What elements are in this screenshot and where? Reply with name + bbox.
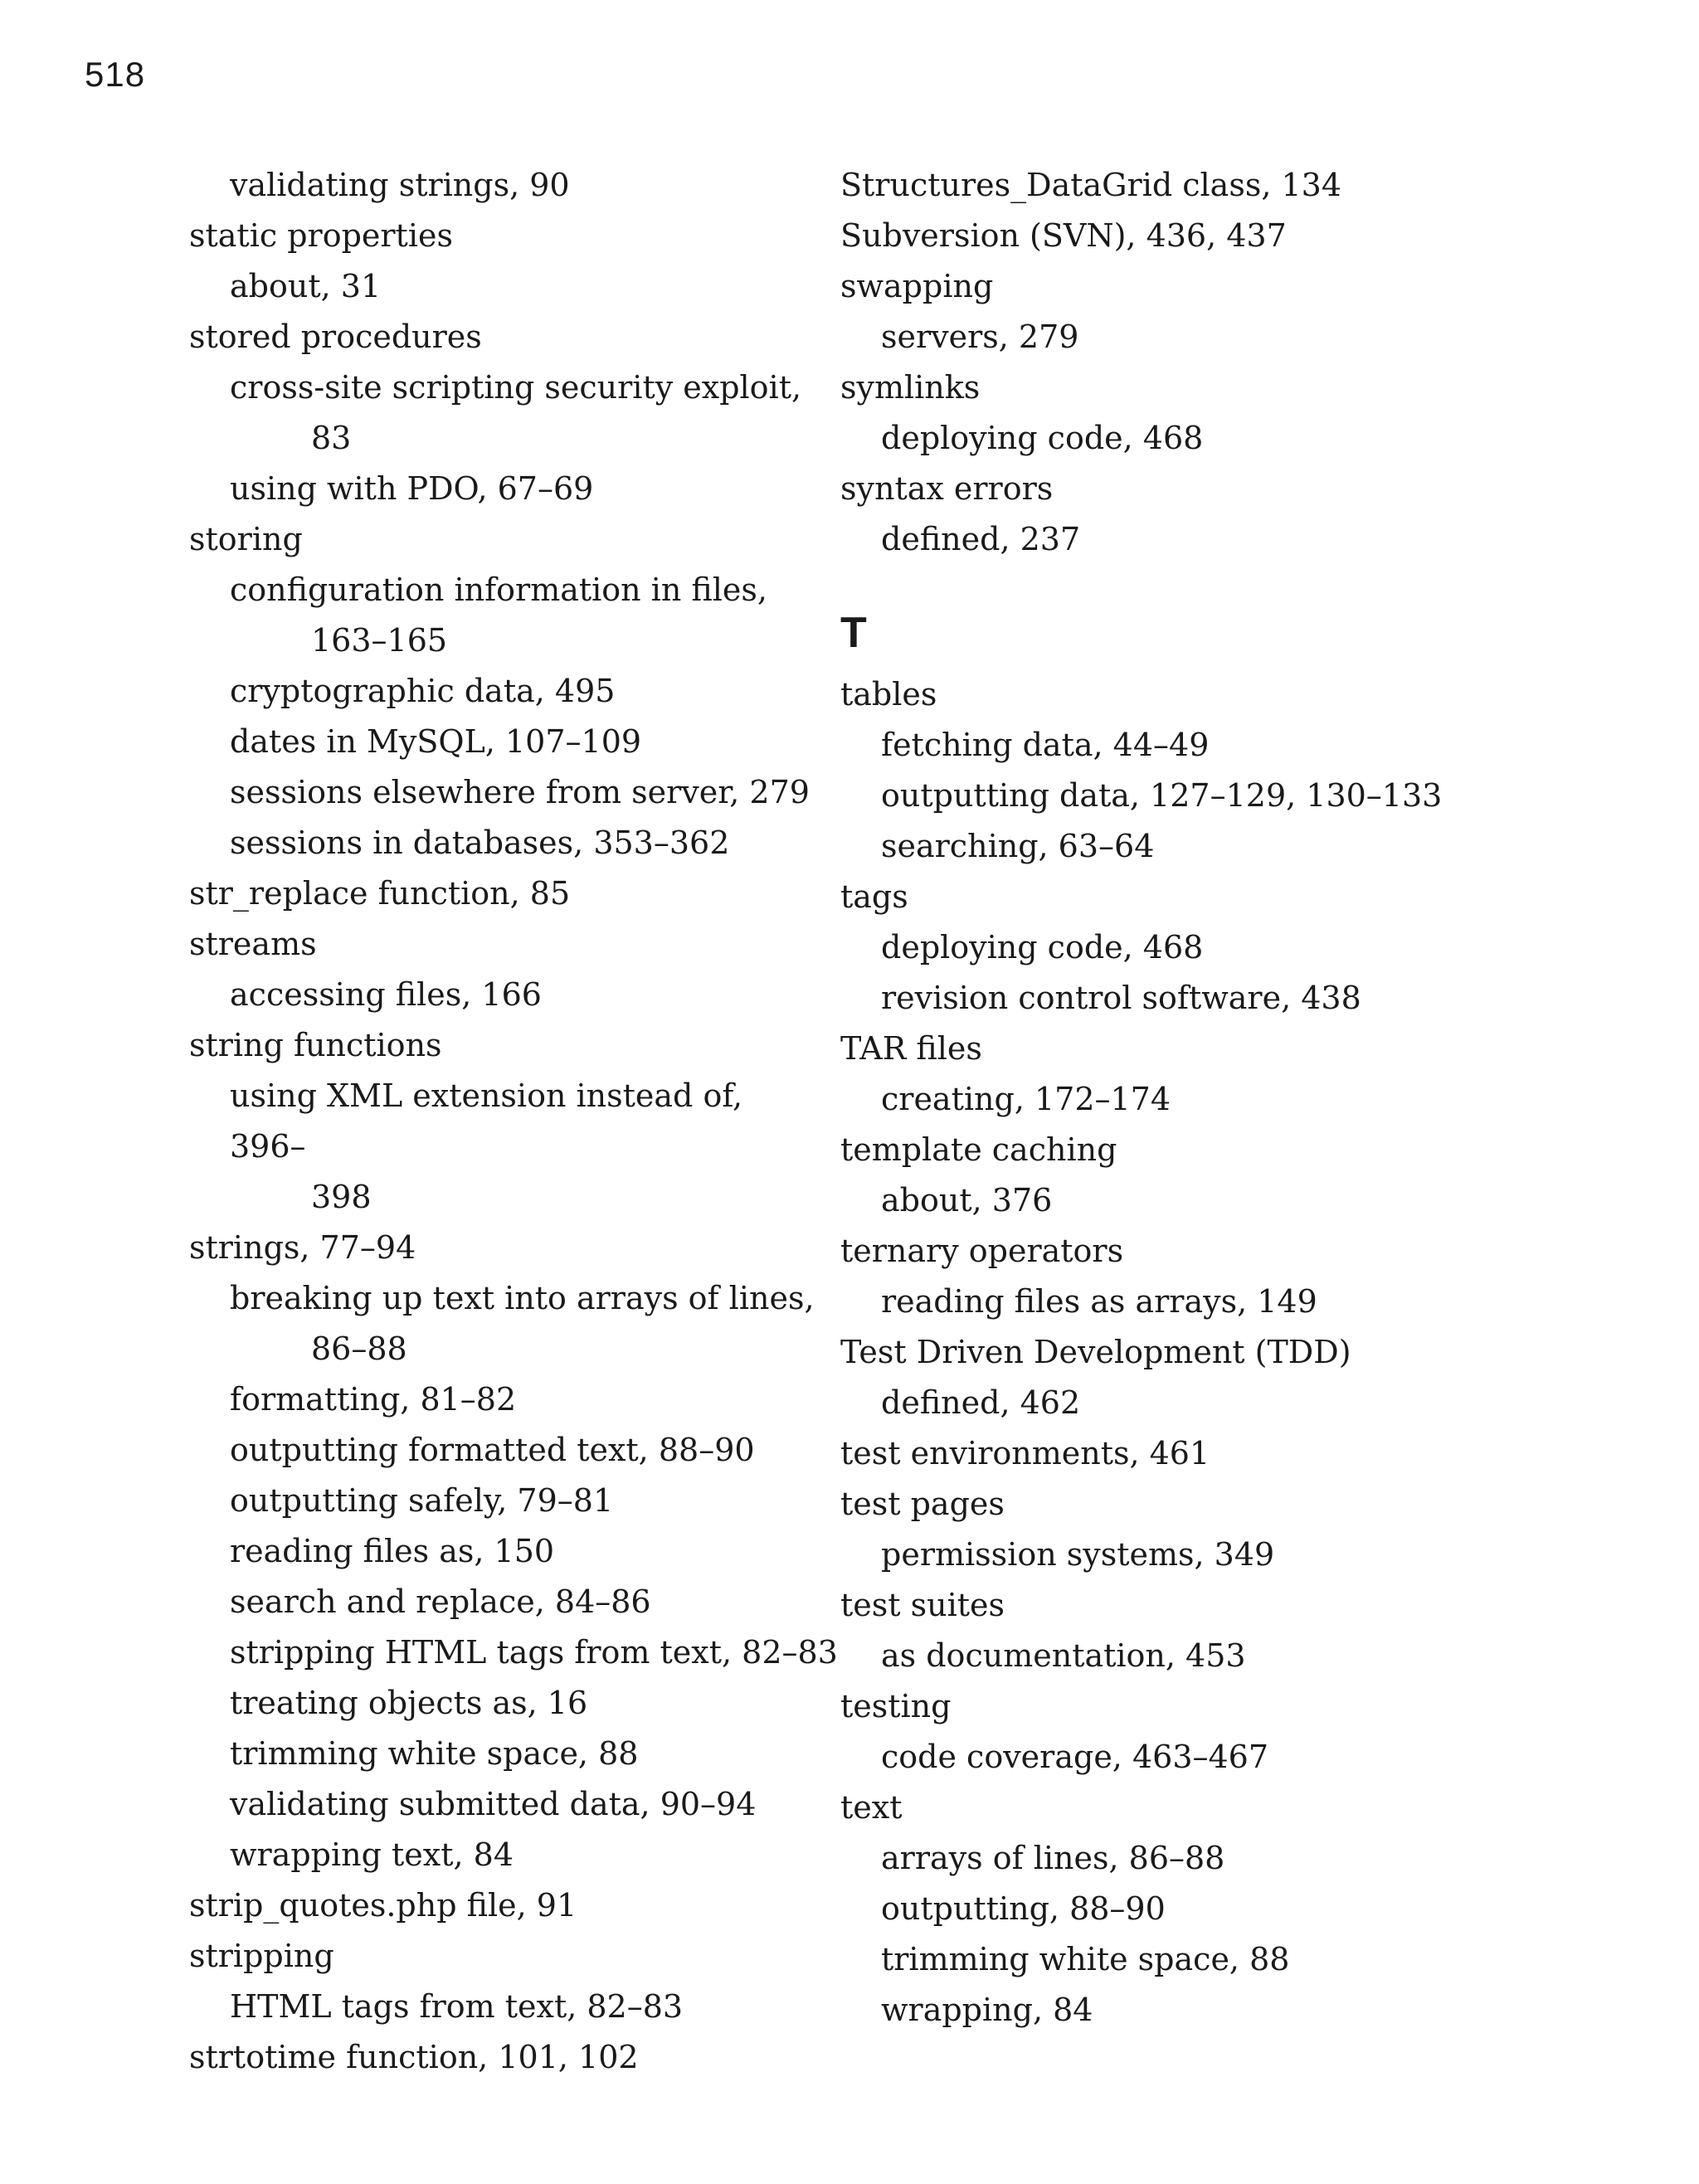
index-subentry bbox=[189, 1374, 820, 1425]
index-subentry bbox=[840, 720, 1504, 771]
index-entry-text: static properties bbox=[189, 217, 453, 254]
index-entry-text: testing bbox=[840, 1688, 952, 1724]
index-entry-text: template caching bbox=[840, 1131, 1117, 1168]
index-entry-continuation: 163–165 bbox=[311, 622, 448, 659]
index-entry-text: outputting data, 127–129, 130–133 bbox=[881, 777, 1443, 814]
index-entry-text: string functions bbox=[189, 1027, 442, 1063]
index-entry-text: strtotime function, 101, 102 bbox=[189, 2039, 639, 2075]
index-entry-text: sessions in databases, 353–362 bbox=[230, 824, 730, 861]
index-subentry bbox=[840, 1985, 1504, 2036]
index-entry-text: Test Driven Development (TDD) bbox=[840, 1334, 1351, 1370]
index-entry-text: TAR files bbox=[840, 1030, 982, 1067]
index-subentry bbox=[189, 362, 820, 464]
index-entry-text: symlinks bbox=[840, 369, 981, 406]
index-entry-text: search and replace, 84–86 bbox=[230, 1583, 651, 1620]
section-letter-heading: T bbox=[840, 609, 867, 657]
index-entry-text: formatting, 81–82 bbox=[230, 1381, 517, 1418]
index-subentry bbox=[840, 1631, 1504, 1681]
index-group-t bbox=[840, 669, 1504, 2036]
index-entry-text: tables bbox=[840, 676, 937, 713]
index-entry-text: stripping HTML tags from text, 82–83 bbox=[230, 1634, 838, 1671]
index-entry bbox=[840, 261, 1504, 312]
index-entry-text: stored procedures bbox=[189, 319, 482, 355]
index-subentry bbox=[189, 1425, 820, 1476]
index-entry-continuation: 86–88 bbox=[311, 1330, 407, 1367]
index-subentry bbox=[189, 1627, 838, 1678]
index-entry bbox=[840, 1479, 1504, 1530]
index-entry-text: cross-site scripting security exploit, bbox=[230, 369, 802, 406]
index-column-left bbox=[189, 160, 838, 2083]
index-subentry bbox=[840, 973, 1504, 1024]
index-subentry bbox=[189, 464, 820, 514]
index-subentry bbox=[840, 1884, 1504, 1934]
index-subentry bbox=[840, 1732, 1504, 1783]
index-entry-text: validating strings, 90 bbox=[230, 167, 570, 203]
index-entry-text: stripping bbox=[189, 1938, 334, 1974]
index-subentry bbox=[189, 1577, 820, 1627]
index-entry-text: strings, 77–94 bbox=[189, 1229, 416, 1266]
index-entry bbox=[189, 1020, 820, 1071]
index-entry bbox=[840, 1226, 1504, 1277]
index-entry bbox=[840, 211, 1504, 261]
index-subentry bbox=[840, 413, 1504, 464]
index-entry bbox=[840, 1024, 1504, 1074]
index-subentry bbox=[840, 1074, 1504, 1125]
index-entry-text: as documentation, 453 bbox=[881, 1637, 1246, 1674]
index-entry-text: reading files as arrays, 149 bbox=[881, 1283, 1317, 1320]
index-entry-text: trimming white space, 88 bbox=[881, 1941, 1290, 1977]
index-entry-text: tags bbox=[840, 878, 908, 915]
index-entry-text: test pages bbox=[840, 1486, 1005, 1522]
index-entry-text: ternary operators bbox=[840, 1233, 1124, 1269]
index-entry-continuation: 83 bbox=[311, 420, 352, 456]
index-subentry bbox=[189, 818, 820, 868]
index-entry bbox=[840, 669, 1504, 720]
index-subentry bbox=[189, 1273, 820, 1374]
index-entry-text: syntax errors bbox=[840, 470, 1054, 507]
index-subentry bbox=[840, 1833, 1504, 1884]
index-entry bbox=[189, 312, 820, 362]
index-entry-text: outputting, 88–90 bbox=[881, 1890, 1166, 1927]
index-entry-text: searching, 63–64 bbox=[881, 828, 1155, 864]
index-entry-text: revision control software, 438 bbox=[881, 980, 1361, 1016]
index-entry bbox=[840, 1125, 1504, 1175]
index-subentry bbox=[189, 1779, 820, 1830]
index-entry-text: storing bbox=[189, 521, 303, 557]
index-entry bbox=[840, 1327, 1504, 1378]
index-subentry bbox=[189, 970, 820, 1020]
index-entry-text: wrapping, 84 bbox=[881, 1992, 1093, 2028]
index-entry bbox=[189, 1931, 820, 1982]
index-subentry bbox=[840, 922, 1504, 973]
index-entry bbox=[840, 464, 1504, 514]
index-entry bbox=[840, 1580, 1504, 1631]
index-entry-text: sessions elsewhere from server, 279 bbox=[230, 774, 810, 810]
index-subentry bbox=[840, 514, 1504, 565]
index-entry-text: treating objects as, 16 bbox=[230, 1685, 588, 1721]
index-subentry bbox=[189, 666, 820, 717]
index-entry bbox=[189, 868, 820, 919]
index-subentry bbox=[189, 1830, 820, 1880]
index-entry bbox=[189, 2032, 820, 2083]
index-subentry bbox=[840, 821, 1504, 872]
index-subentry bbox=[840, 1934, 1504, 1985]
index-entry-text: fetching data, 44–49 bbox=[881, 727, 1210, 763]
index-subentry bbox=[189, 1526, 820, 1577]
index-subentry bbox=[189, 565, 820, 666]
index-subentry bbox=[189, 1729, 820, 1779]
index-entry-text: using with PDO, 67–69 bbox=[230, 470, 594, 507]
index-entry bbox=[840, 1428, 1504, 1479]
index-subentry bbox=[189, 767, 820, 818]
index-entry bbox=[189, 1880, 820, 1931]
index-entry-text: outputting safely, 79–81 bbox=[230, 1482, 614, 1519]
index-entry-text: str_replace function, 85 bbox=[189, 875, 571, 912]
index-entry bbox=[189, 919, 820, 970]
index-entry-text: text bbox=[840, 1789, 903, 1826]
index-entry-text: accessing files, 166 bbox=[230, 976, 542, 1013]
index-entry-text: validating submitted data, 90–94 bbox=[230, 1786, 757, 1822]
index-entry-text: using XML extension instead of, 396– bbox=[230, 1077, 743, 1165]
index-entry bbox=[840, 362, 1504, 413]
index-subentry bbox=[189, 1071, 820, 1223]
index-entry-text: strip_quotes.php file, 91 bbox=[189, 1887, 577, 1924]
index-entry bbox=[189, 1223, 820, 1273]
index-entry bbox=[840, 160, 1504, 211]
index-entry-text: Subversion (SVN), 436, 437 bbox=[840, 217, 1287, 254]
index-entry bbox=[840, 1783, 1504, 1833]
index-entry-text: creating, 172–174 bbox=[881, 1081, 1171, 1117]
index-subentry bbox=[189, 1982, 820, 2032]
index-subentry bbox=[189, 717, 820, 767]
index-entry-text: configuration information in files, bbox=[230, 572, 768, 608]
index-entry-text: swapping bbox=[840, 268, 994, 304]
index-entry-text: deploying code, 468 bbox=[881, 929, 1204, 966]
index-subentry bbox=[189, 1476, 820, 1526]
index-entry-text: cryptographic data, 495 bbox=[230, 673, 616, 709]
index-entry-text: reading files as, 150 bbox=[230, 1533, 555, 1569]
index-entry-text: about, 376 bbox=[881, 1182, 1053, 1218]
index-entry-text: about, 31 bbox=[230, 268, 382, 304]
index-entry-text: defined, 237 bbox=[881, 521, 1081, 557]
index-entry-text: trimming white space, 88 bbox=[230, 1735, 639, 1772]
index-entry-text: HTML tags from text, 82–83 bbox=[230, 1988, 684, 2025]
page-number: 518 bbox=[85, 55, 146, 94]
index-subentry bbox=[840, 1175, 1504, 1226]
index-entry-continuation: 398 bbox=[311, 1179, 372, 1215]
index-subentry bbox=[840, 1277, 1504, 1327]
index-entry-text: outputting formatted text, 88–90 bbox=[230, 1432, 755, 1468]
index-subentry bbox=[189, 261, 820, 312]
index-entry bbox=[189, 514, 820, 565]
index-entry-text: code coverage, 463–467 bbox=[881, 1739, 1269, 1775]
index-entry-text: permission systems, 349 bbox=[881, 1536, 1275, 1573]
index-subentry bbox=[840, 771, 1504, 821]
index-column-right bbox=[840, 160, 1504, 2036]
index-entry-text: test suites bbox=[840, 1587, 1005, 1623]
index-subentry bbox=[840, 1378, 1504, 1428]
index-entry-text: deploying code, 468 bbox=[881, 420, 1204, 456]
index-entry-text: defined, 462 bbox=[881, 1384, 1081, 1421]
index-entry bbox=[189, 211, 820, 261]
index-entry bbox=[840, 872, 1504, 922]
index-subentry bbox=[840, 1530, 1504, 1580]
index-entry-text: arrays of lines, 86–88 bbox=[881, 1840, 1225, 1876]
index-entry-text: test environments, 461 bbox=[840, 1435, 1210, 1471]
index-entry-text: wrapping text, 84 bbox=[230, 1836, 514, 1873]
index-subentry bbox=[840, 312, 1504, 362]
index-entry-text: dates in MySQL, 107–109 bbox=[230, 723, 642, 760]
index-entry-text: breaking up text into arrays of lines, bbox=[230, 1280, 815, 1316]
index-entry-text: streams bbox=[189, 926, 317, 962]
index-subentry bbox=[189, 160, 820, 211]
index-entry-text: servers, 279 bbox=[881, 319, 1079, 355]
index-entry bbox=[840, 1681, 1504, 1732]
index-group-s-continued bbox=[840, 160, 1504, 565]
index-entry-text: Structures_DataGrid class, 134 bbox=[840, 167, 1342, 203]
index-subentry bbox=[189, 1678, 820, 1729]
